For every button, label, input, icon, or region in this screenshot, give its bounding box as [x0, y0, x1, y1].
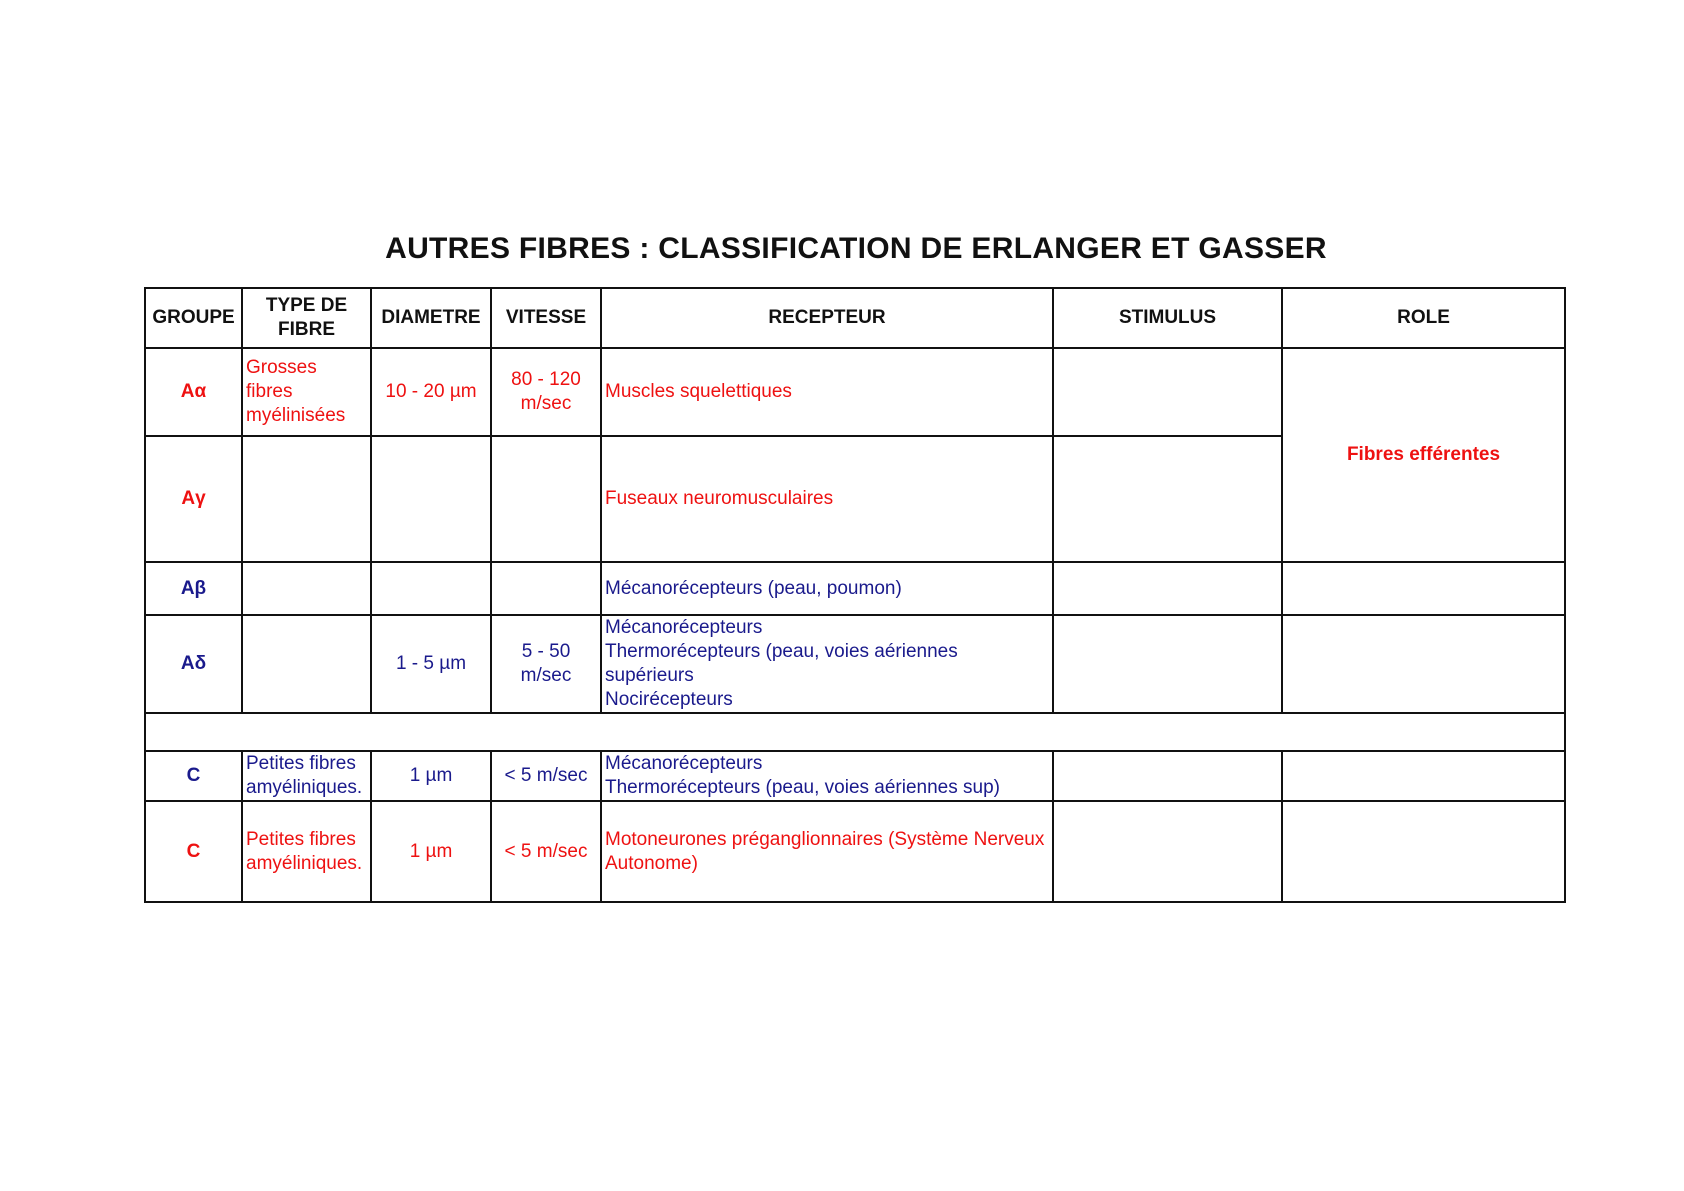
- groupe-cell: Aδ: [145, 615, 242, 713]
- diametre-cell: [371, 562, 491, 615]
- header-type-line1: TYPE DE: [265, 295, 348, 316]
- diametre-cell: 10 - 20 µm: [371, 348, 491, 436]
- header-groupe: GROUPE: [145, 288, 242, 348]
- header-diametre: DIAMETRE: [371, 288, 491, 348]
- type-line: amyéliniques.: [246, 852, 363, 874]
- diametre-cell: 1 µm: [371, 801, 491, 902]
- type-cell: [242, 562, 371, 615]
- role-cell: [1282, 751, 1565, 801]
- stimulus-cell: [1053, 562, 1282, 615]
- header-stimulus: STIMULUS: [1053, 288, 1282, 348]
- separator-row: [145, 713, 1565, 751]
- vitesse-line: 5 - 50: [521, 641, 571, 662]
- page-title: AUTRES FIBRES : CLASSIFICATION DE ERLANGER ET GASSER: [385, 232, 1327, 265]
- type-line: Grosses: [246, 357, 317, 378]
- role-cell: [1282, 615, 1565, 713]
- type-cell: [242, 615, 371, 713]
- recepteur-line: Nocirécepteurs: [605, 689, 733, 710]
- recepteur-line: Thermorécepteurs (peau, voies aériennes: [605, 641, 958, 662]
- stimulus-cell: [1053, 751, 1282, 801]
- vitesse-cell: < 5 m/sec: [491, 801, 601, 902]
- recepteur-line: Mécanorécepteurs: [605, 753, 763, 774]
- vitesse-cell: [491, 562, 601, 615]
- vitesse-cell: [491, 615, 601, 713]
- row-a-alpha: [145, 348, 1565, 436]
- type-line: myélinisées: [246, 405, 346, 426]
- classification-table: [144, 287, 1566, 903]
- header-type-de-fibre: [242, 288, 371, 348]
- type-line: amyéliniques.: [246, 777, 363, 798]
- stimulus-cell: [1053, 348, 1282, 436]
- recepteur-cell: [601, 751, 1053, 801]
- recepteur-line: supérieurs: [605, 665, 694, 686]
- header-role: ROLE: [1282, 288, 1565, 348]
- row-a-beta: [145, 562, 1565, 615]
- recepteur-cell: Fuseaux neuromusculaires: [601, 436, 1053, 562]
- recepteur-line: Motoneurones préganglionnaires (Système Nerveux: [605, 828, 1045, 850]
- row-c-blue: [145, 751, 1565, 801]
- type-cell: [242, 751, 371, 801]
- diametre-cell: 1 µm: [371, 751, 491, 801]
- recepteur-cell: Muscles squelettiques: [601, 348, 1053, 436]
- vitesse-cell: [491, 436, 601, 562]
- type-cell: [242, 436, 371, 562]
- vitesse-cell: < 5 m/sec: [491, 751, 601, 801]
- groupe-cell: Aα: [145, 348, 242, 436]
- vitesse-cell: [491, 348, 601, 436]
- role-cell-efferent: Fibres efférentes: [1282, 348, 1565, 562]
- recepteur-cell: [601, 615, 1053, 713]
- vitesse-line: 80 - 120: [511, 369, 581, 390]
- groupe-cell: C: [145, 751, 242, 801]
- type-line: Petites fibres: [246, 828, 356, 850]
- type-line: fibres: [246, 381, 293, 402]
- type-cell: [242, 801, 371, 902]
- recepteur-cell: Mécanorécepteurs (peau, poumon): [601, 562, 1053, 615]
- row-c-red: [145, 801, 1565, 902]
- diametre-cell: 1 - 5 µm: [371, 615, 491, 713]
- recepteur-cell: [601, 801, 1053, 902]
- groupe-cell: C: [145, 801, 242, 902]
- groupe-cell: Aβ: [145, 562, 242, 615]
- stimulus-cell: [1053, 615, 1282, 713]
- vitesse-line: m/sec: [520, 393, 572, 414]
- recepteur-line: Mécanorécepteurs: [605, 617, 763, 638]
- stimulus-cell: [1053, 436, 1282, 562]
- type-cell: [242, 348, 371, 436]
- recepteur-line: Autonome): [605, 852, 698, 874]
- header-type-line2: FIBRE: [278, 319, 335, 340]
- role-cell: [1282, 801, 1565, 902]
- type-line: Petites fibres: [246, 753, 356, 774]
- recepteur-line: Thermorécepteurs (peau, voies aériennes sup): [605, 777, 1000, 798]
- diametre-cell: [371, 436, 491, 562]
- header-recepteur: RECEPTEUR: [601, 288, 1053, 348]
- groupe-cell: Aγ: [145, 436, 242, 562]
- stimulus-cell: [1053, 801, 1282, 902]
- header-row: [145, 288, 1565, 348]
- separator-cell: [145, 713, 1565, 751]
- role-cell: [1282, 562, 1565, 615]
- row-a-delta: [145, 615, 1565, 713]
- vitesse-line: m/sec: [520, 665, 572, 686]
- header-vitesse: VITESSE: [491, 288, 601, 348]
